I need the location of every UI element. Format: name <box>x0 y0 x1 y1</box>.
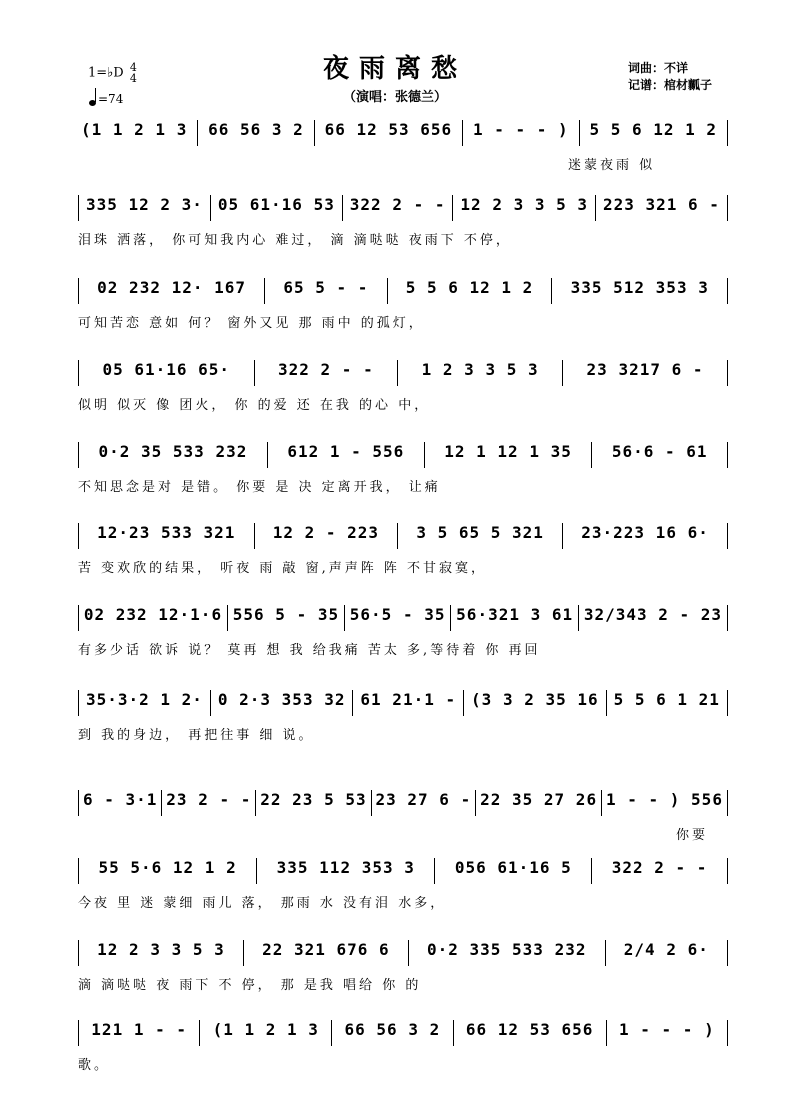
barline <box>78 858 79 884</box>
notation-line <box>78 442 728 464</box>
measure: 322 2 - - <box>349 195 446 214</box>
barline <box>78 1020 79 1046</box>
measure: 5 5 6 12 1 2 <box>405 278 534 297</box>
barline <box>424 442 425 468</box>
barline <box>475 790 476 816</box>
score-system <box>78 120 728 180</box>
measure: (3 3 2 35 16 <box>471 690 599 709</box>
barline <box>161 790 162 816</box>
notation-line <box>78 120 728 142</box>
credits-block <box>628 60 712 94</box>
measure: 23·223 16 6· <box>581 523 709 542</box>
lyric-line: 迷蒙夜雨 似 <box>568 158 656 173</box>
barline <box>727 1020 728 1046</box>
score-system <box>78 360 728 420</box>
measure: 05 61·16 53 <box>217 195 335 214</box>
measure: 322 2 - - <box>611 858 708 877</box>
notation-line <box>78 523 728 545</box>
barline <box>606 1020 607 1046</box>
measure: 66 56 3 2 <box>344 1020 441 1039</box>
measure: 335 112 353 3 <box>276 858 415 877</box>
measure: 612 1 - 556 <box>287 442 405 461</box>
measure: 56·6 - 61 <box>611 442 708 461</box>
barline <box>243 940 244 966</box>
barline <box>605 940 606 966</box>
measure: 02 232 12·1·6 <box>83 605 223 624</box>
barline <box>591 442 592 468</box>
barline <box>78 195 79 221</box>
measure: 223 321 6 - <box>602 195 720 214</box>
measure: 0 2·3 353 32 <box>217 690 346 709</box>
lyric-line: 似明 似灭 像 团火， 你 的爱 还 在我 的心 中， <box>78 398 431 413</box>
measure: 23 2 - - <box>166 790 252 809</box>
measure: 12·23 533 321 <box>97 523 236 542</box>
lyric-line: 不知思念是对 是错。 你要 是 决 定离开我， 让痛 <box>78 480 441 495</box>
measure: 66 12 53 656 <box>465 1020 594 1039</box>
measure: 55 5·6 12 1 2 <box>98 858 237 877</box>
barline <box>462 120 463 146</box>
measure: 22 321 676 6 <box>262 940 390 959</box>
barline <box>562 360 563 386</box>
barline <box>727 120 728 146</box>
measure: 66 12 53 656 <box>324 120 453 139</box>
barline <box>453 1020 454 1046</box>
barline <box>727 195 728 221</box>
quarter-note-icon <box>89 100 96 106</box>
measure: 0·2 35 533 232 <box>98 442 248 461</box>
barline <box>397 360 398 386</box>
time-signature <box>130 62 137 84</box>
barline <box>606 690 607 716</box>
singer-credit: （演唱：张德兰） <box>342 90 447 105</box>
measure: 56·5 - 35 <box>349 605 446 624</box>
measure: 6 - 3·1 <box>82 790 158 809</box>
notation-line <box>78 1020 728 1042</box>
barline <box>551 278 552 304</box>
measure: 12 2 3 3 5 3 <box>460 195 589 214</box>
score-system <box>78 790 728 850</box>
barline <box>197 120 198 146</box>
measure: 22 23 5 53 <box>260 790 367 809</box>
measure: 22 35 27 26 <box>480 790 598 809</box>
barline <box>727 790 728 816</box>
measure: 1 2 3 3 5 3 <box>421 360 539 379</box>
lyric-line: 你要 <box>676 828 709 843</box>
lyric-line: 今夜 里 迷 蒙细 雨儿 落， 那雨 水 没有泪 水多， <box>78 896 447 911</box>
barline <box>267 442 268 468</box>
barline <box>314 120 315 146</box>
barline <box>254 523 255 549</box>
measure: 335 512 353 3 <box>570 278 709 297</box>
barline <box>256 858 257 884</box>
measure: 23 3217 6 - <box>586 360 704 379</box>
barline <box>255 790 256 816</box>
barline <box>727 442 728 468</box>
barline <box>344 605 345 631</box>
barline <box>78 523 79 549</box>
measure: 2/4 2 6· <box>623 940 709 959</box>
barline <box>387 278 388 304</box>
lyric-line: 到 我的身边， 再把往事 细 说。 <box>78 728 315 743</box>
barline <box>331 1020 332 1046</box>
measure: (1 1 2 1 3 <box>212 1020 319 1039</box>
measure: 1 - - ) 556 <box>605 790 723 809</box>
barline <box>591 858 592 884</box>
measure: 23 27 6 - <box>375 790 472 809</box>
barline <box>578 605 579 631</box>
lyric-line: 歌。 <box>78 1058 111 1073</box>
score-system <box>78 858 728 918</box>
measure: 66 56 3 2 <box>208 120 304 139</box>
lyric-line: 可知苦恋 意如 何？ 窗外又见 那 雨中 的孤灯， <box>78 316 425 331</box>
time-sig-numerator: 4 <box>129 61 137 74</box>
measure: 335 12 2 3· <box>85 195 203 214</box>
measure: 35·3·2 1 2· <box>85 690 203 709</box>
barline <box>727 690 728 716</box>
measure: 121 1 - - <box>91 1020 187 1039</box>
measure: (1 1 2 1 3 <box>81 120 188 139</box>
barline <box>727 940 728 966</box>
barline <box>595 195 596 221</box>
barline <box>727 278 728 304</box>
measure: 65 5 - - <box>283 278 369 297</box>
measure: 5 5 6 1 21 <box>613 690 720 709</box>
measure: 056 61·16 5 <box>454 858 572 877</box>
notation-line <box>78 790 728 812</box>
barline <box>78 790 79 816</box>
barline <box>227 605 228 631</box>
notation-line <box>78 605 728 627</box>
notation-line <box>78 940 728 962</box>
measure: 32/343 2 - 23 <box>583 605 723 624</box>
barline <box>352 690 353 716</box>
score-system <box>78 605 728 665</box>
measure: 12 2 3 3 5 3 <box>97 940 225 959</box>
time-sig-denominator: 4 <box>129 72 137 85</box>
measure: 02 232 12· 167 <box>97 278 247 297</box>
measure: 5 5 6 12 1 2 <box>589 120 718 139</box>
measure: 05 61·16 65· <box>102 360 231 379</box>
score-system <box>78 1020 728 1080</box>
barline <box>264 278 265 304</box>
measure: 61 21·1 - <box>360 690 457 709</box>
lyric-line: 滴 滴哒哒 夜 雨下 不 停， 那 是我 唱给 你 的 <box>78 978 422 993</box>
measure: 56·321 3 61 <box>456 605 574 624</box>
notation-line <box>78 360 728 382</box>
score-system <box>78 690 728 750</box>
barline <box>562 523 563 549</box>
barline <box>78 940 79 966</box>
barline <box>210 690 211 716</box>
barline <box>342 195 343 221</box>
barline <box>78 690 79 716</box>
measure: 3 5 65 5 321 <box>416 523 544 542</box>
barline <box>210 195 211 221</box>
barline <box>452 195 453 221</box>
composer-credit: 词曲：不详 <box>628 61 689 75</box>
song-title: 夜雨离愁 <box>322 54 467 84</box>
barline <box>254 360 255 386</box>
barline <box>78 278 79 304</box>
lyric-line: 泪珠 洒落， 你可知我内心 难过， 滴 滴哒哒 夜雨下 不停， <box>78 233 512 248</box>
notation-line <box>78 278 728 300</box>
measure: 0·2 335 533 232 <box>426 940 587 959</box>
barline <box>397 523 398 549</box>
score-system <box>78 278 728 338</box>
measure: 12 2 - 223 <box>272 523 380 542</box>
measure: 1 - - - ) <box>619 1020 715 1039</box>
notation-line <box>78 195 728 217</box>
score-system <box>78 523 728 583</box>
measure: 556 5 - 35 <box>232 605 340 624</box>
notation-line <box>78 690 728 712</box>
barline <box>601 790 602 816</box>
score-system <box>78 442 728 502</box>
key-signature <box>88 62 137 84</box>
tempo-value: =74 <box>98 92 124 106</box>
barline <box>727 360 728 386</box>
barline <box>727 605 728 631</box>
barline <box>78 442 79 468</box>
lyric-line: 有多少话 欲诉 说？ 莫再 想 我 给我痛 苦太 多,等待着 你 再回 <box>78 643 541 658</box>
score-system <box>78 940 728 1000</box>
measure: 12 1 12 1 35 <box>444 442 572 461</box>
barline <box>727 858 728 884</box>
tempo-marking <box>89 92 123 106</box>
measure: 322 2 - - <box>278 360 374 379</box>
barline <box>463 690 464 716</box>
barline <box>434 858 435 884</box>
barline <box>579 120 580 146</box>
barline <box>450 605 451 631</box>
lyric-line: 苦 变欢欣的结果， 听夜 雨 敲 窗,声声阵 阵 不甘寂寞， <box>78 561 488 576</box>
barline <box>78 605 79 631</box>
barline <box>199 1020 200 1046</box>
notation-line <box>78 858 728 880</box>
key-label: 1=♭D <box>88 65 124 81</box>
barline <box>371 790 372 816</box>
measure: 1 - - - ) <box>472 120 569 139</box>
barline <box>78 360 79 386</box>
barline <box>408 940 409 966</box>
transcriber-credit: 记谱：棺材瓤子 <box>628 78 713 92</box>
score-system <box>78 195 728 255</box>
barline <box>727 523 728 549</box>
